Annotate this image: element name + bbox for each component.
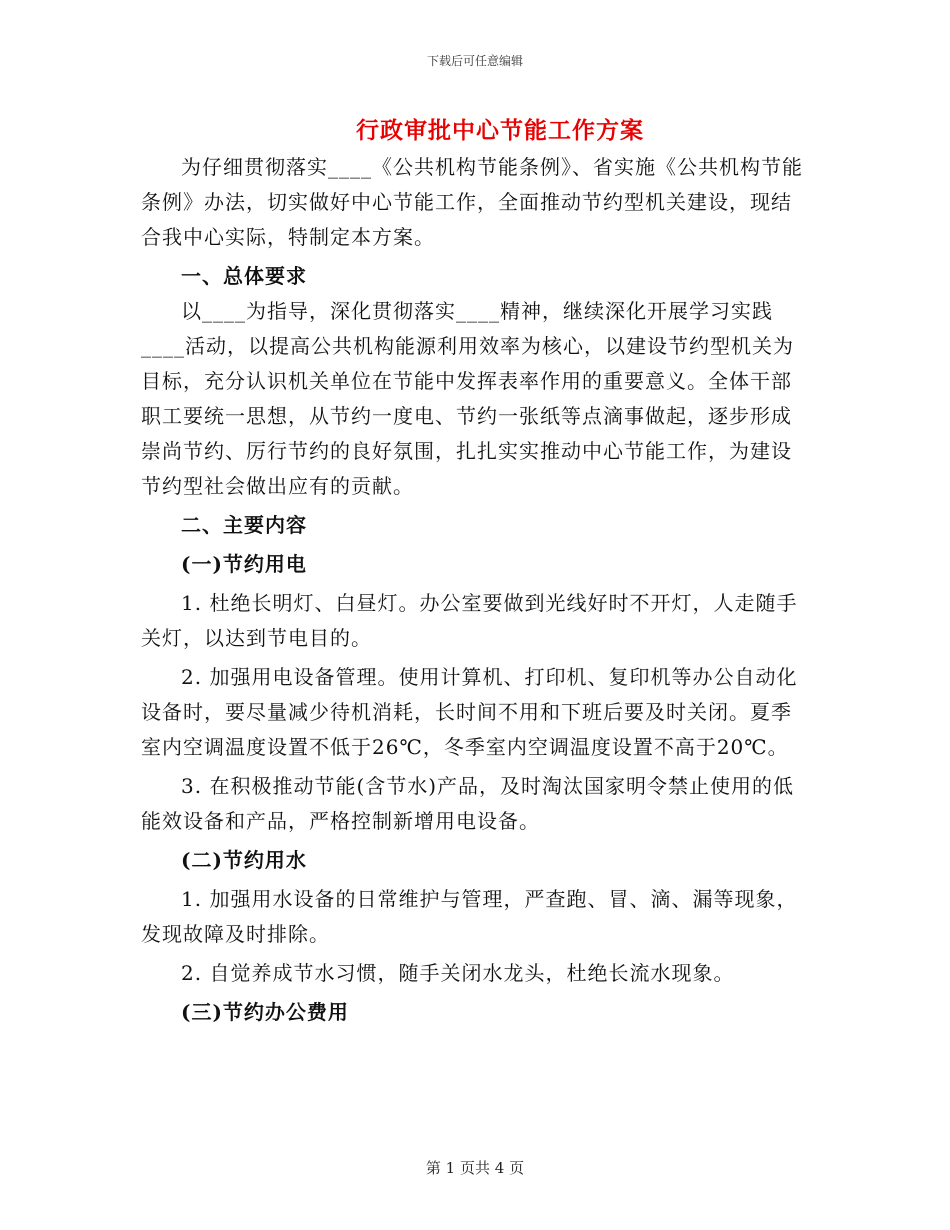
overall-requirements-paragraph: 以____为指导，深化贯彻落实____精神，继续深化开展学习实践____活动，以提高公共机构能源利用效率为核心，以建设节约型机关为目标，充分认识机关单位在节能中发挥表率作用的重要意义。全体干部职工要统一思想，从节约一度电、节约一张纸等点滴事做起，逐步形成崇尚节约、厉行节约的良好氛围，扎扎实实推动中心节能工作，为建设节约型社会做出应有的贡献。 (141, 299, 794, 498)
section-heading-main-content: 二、主要内容 (181, 513, 307, 537)
intro-paragraph: 为仔细贯彻落实____《公共机构节能条例》、省实施《公共机构节能条例》办法，切实做好中心节能工作，全面推动节约型机关建设，现结合我中心实际，特制定本方案。 (141, 155, 803, 249)
electricity-item-2: 2. 加强用电设备管理。使用计算机、打印机、复印机等办公自动化设备时，要尽量减少待机消耗，长时间不用和下班后要及时关闭。夏季室内空调温度设置不低于26℃，冬季室内空调温度设置不高于20℃。 (141, 665, 798, 759)
subsection-heading-save-electricity: (一)节约用电 (181, 552, 307, 576)
electricity-item-3: 3. 在积极推动节能(含节水)产品，及时淘汰国家明令禁止使用的低能效设备和产品，严格控制新增用电设备。 (141, 774, 795, 833)
subsection-heading-save-water: (二)节约用水 (181, 848, 307, 872)
header-note: 下载后可任意编辑 (426, 54, 523, 68)
water-item-2: 2. 自觉养成节水习惯，随手关闭水龙头，杜绝长流水现象。 (181, 961, 735, 985)
electricity-item-1: 1. 杜绝长明灯、白昼灯。办公室要做到光线好时不开灯，人走随手关灯，以达到节电目的。 (141, 591, 798, 650)
document-body (141, 150, 811, 1030)
water-item-1: 1. 加强用水设备的日常维护与管理，严查跑、冒、滴、漏等现象，发现故障及时排除。 (141, 887, 798, 946)
page-footer: 第 1 页共 4 页 (425, 1159, 525, 1177)
section-heading-overall-requirements: 一、总体要求 (181, 264, 307, 288)
document-title: 行政审批中心节能工作方案 (356, 117, 644, 144)
subsection-heading-save-office-costs: (三)节约办公费用 (181, 1000, 349, 1024)
